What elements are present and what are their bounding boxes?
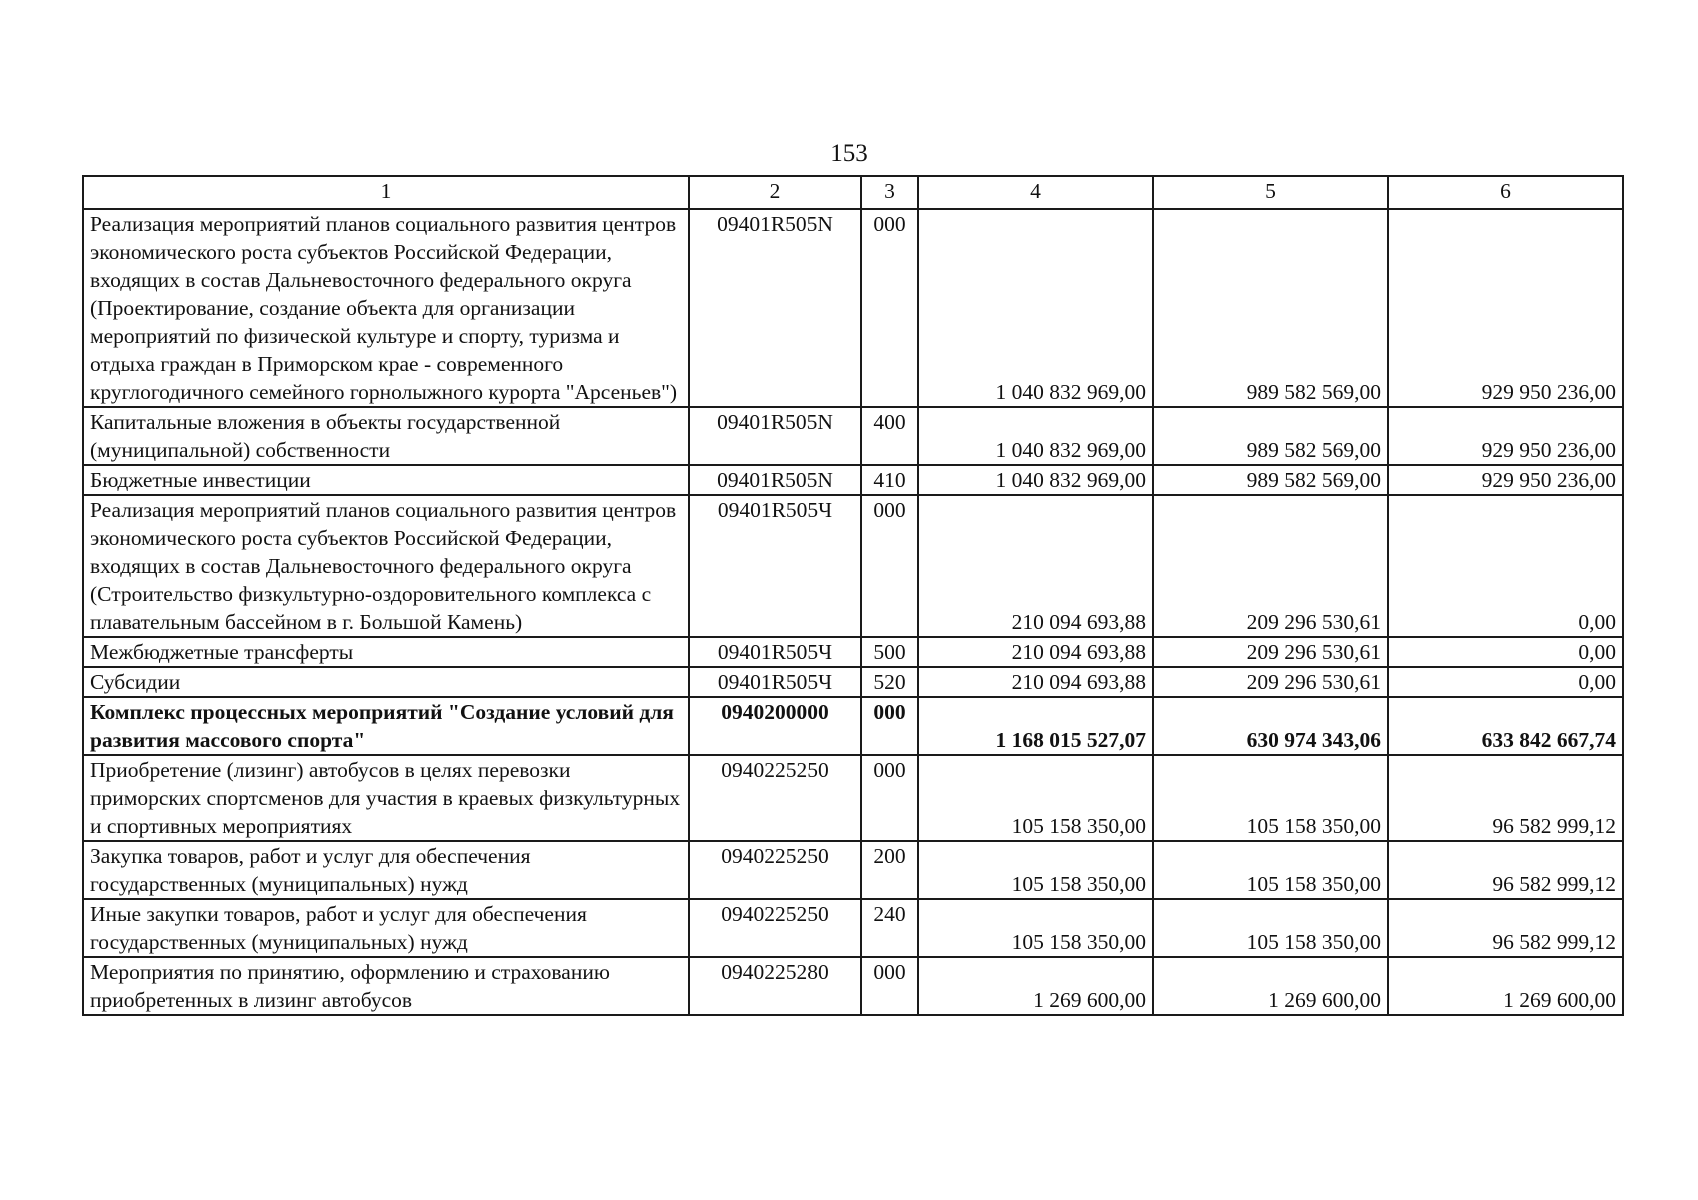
amount-col4: 210 094 693,88 <box>918 667 1153 697</box>
expense-type: 520 <box>861 667 918 697</box>
column-number-row <box>83 176 1623 209</box>
row-name: Межбюджетные трансферты <box>83 637 689 667</box>
target-code: 09401R505Ч <box>689 637 861 667</box>
column-header: 6 <box>1388 176 1623 209</box>
amount-col6: 96 582 999,12 <box>1388 899 1623 957</box>
amount-col5: 989 582 569,00 <box>1153 209 1388 407</box>
page-number: 153 <box>830 140 868 167</box>
expense-type: 000 <box>861 755 918 841</box>
target-code: 0940225250 <box>689 899 861 957</box>
amount-col4: 210 094 693,88 <box>918 637 1153 667</box>
amount-col6: 0,00 <box>1388 637 1623 667</box>
expense-type: 000 <box>861 697 918 755</box>
amount-col5: 989 582 569,00 <box>1153 407 1388 465</box>
row-name: Реализация мероприятий планов социального развития центров экономического роста субъектов Российской Федерации, входящих в состав Дальневосточного федерального округа (Проектирование, создание объекта для организации мероприятий по физической культуре и спорту, туризма и отдыха граждан в Приморском крае - современного круглогодичного семейного горнолыжного курорта "Арсеньев") <box>83 209 689 407</box>
table-row <box>83 957 1623 1015</box>
table-row <box>83 407 1623 465</box>
target-code: 09401R505N <box>689 209 861 407</box>
amount-col6: 1 269 600,00 <box>1388 957 1623 1015</box>
table-row <box>83 667 1623 697</box>
target-code: 0940225250 <box>689 755 861 841</box>
row-name: Реализация мероприятий планов социального развития центров экономического роста субъектов Российской Федерации, входящих в состав Дальневосточного федерального округа (Строительство физкультурно-оздоровительного комплекса с плавательным бассейном в г. Большой Камень) <box>83 495 689 637</box>
amount-col6: 0,00 <box>1388 495 1623 637</box>
amount-col6: 929 950 236,00 <box>1388 407 1623 465</box>
target-code: 0940225280 <box>689 957 861 1015</box>
amount-col4: 1 269 600,00 <box>918 957 1153 1015</box>
amount-col6: 96 582 999,12 <box>1388 841 1623 899</box>
expense-type: 000 <box>861 495 918 637</box>
column-header: 5 <box>1153 176 1388 209</box>
target-code: 09401R505N <box>689 465 861 495</box>
expense-type: 410 <box>861 465 918 495</box>
amount-col4: 1 040 832 969,00 <box>918 407 1153 465</box>
table-row <box>83 841 1623 899</box>
table-row <box>83 899 1623 957</box>
amount-col5: 209 296 530,61 <box>1153 495 1388 637</box>
row-name: Приобретение (лизинг) автобусов в целях перевозки приморских спортсменов для участия в краевых физкультурных и спортивных мероприятиях <box>83 755 689 841</box>
expense-type: 400 <box>861 407 918 465</box>
target-code: 09401R505N <box>689 407 861 465</box>
expense-type: 500 <box>861 637 918 667</box>
budget-table <box>82 175 1624 1016</box>
table-row <box>83 755 1623 841</box>
row-name: Закупка товаров, работ и услуг для обеспечения государственных (муниципальных) нужд <box>83 841 689 899</box>
amount-col6: 929 950 236,00 <box>1388 465 1623 495</box>
amount-col4: 1 040 832 969,00 <box>918 209 1153 407</box>
amount-col5: 630 974 343,06 <box>1153 697 1388 755</box>
table-row <box>83 465 1623 495</box>
amount-col5: 209 296 530,61 <box>1153 637 1388 667</box>
amount-col4: 105 158 350,00 <box>918 755 1153 841</box>
amount-col5: 209 296 530,61 <box>1153 667 1388 697</box>
table-row <box>83 637 1623 667</box>
amount-col5: 105 158 350,00 <box>1153 841 1388 899</box>
amount-col4: 1 040 832 969,00 <box>918 465 1153 495</box>
row-name: Субсидии <box>83 667 689 697</box>
row-name: Мероприятия по принятию, оформлению и страхованию приобретенных в лизинг автобусов <box>83 957 689 1015</box>
column-header: 1 <box>83 176 689 209</box>
amount-col6: 0,00 <box>1388 667 1623 697</box>
amount-col4: 105 158 350,00 <box>918 841 1153 899</box>
row-name: Иные закупки товаров, работ и услуг для обеспечения государственных (муниципальных) нужд <box>83 899 689 957</box>
amount-col6: 929 950 236,00 <box>1388 209 1623 407</box>
expense-type: 000 <box>861 957 918 1015</box>
amount-col5: 1 269 600,00 <box>1153 957 1388 1015</box>
table-row-total <box>83 697 1623 755</box>
table-row <box>83 209 1623 407</box>
column-header: 4 <box>918 176 1153 209</box>
row-name: Капитальные вложения в объекты государственной (муниципальной) собственности <box>83 407 689 465</box>
amount-col5: 105 158 350,00 <box>1153 899 1388 957</box>
target-code: 0940225250 <box>689 841 861 899</box>
amount-col6: 633 842 667,74 <box>1388 697 1623 755</box>
amount-col4: 1 168 015 527,07 <box>918 697 1153 755</box>
expense-type: 200 <box>861 841 918 899</box>
column-header: 3 <box>861 176 918 209</box>
amount-col6: 96 582 999,12 <box>1388 755 1623 841</box>
amount-col5: 105 158 350,00 <box>1153 755 1388 841</box>
expense-type: 240 <box>861 899 918 957</box>
table-row <box>83 495 1623 637</box>
amount-col4: 210 094 693,88 <box>918 495 1153 637</box>
target-code: 09401R505Ч <box>689 667 861 697</box>
target-code: 09401R505Ч <box>689 495 861 637</box>
row-name: Бюджетные инвестиции <box>83 465 689 495</box>
amount-col4: 105 158 350,00 <box>918 899 1153 957</box>
amount-col5: 989 582 569,00 <box>1153 465 1388 495</box>
row-name: Комплекс процессных мероприятий "Создание условий для развития массового спорта" <box>83 697 689 755</box>
expense-type: 000 <box>861 209 918 407</box>
column-header: 2 <box>689 176 861 209</box>
target-code: 0940200000 <box>689 697 861 755</box>
